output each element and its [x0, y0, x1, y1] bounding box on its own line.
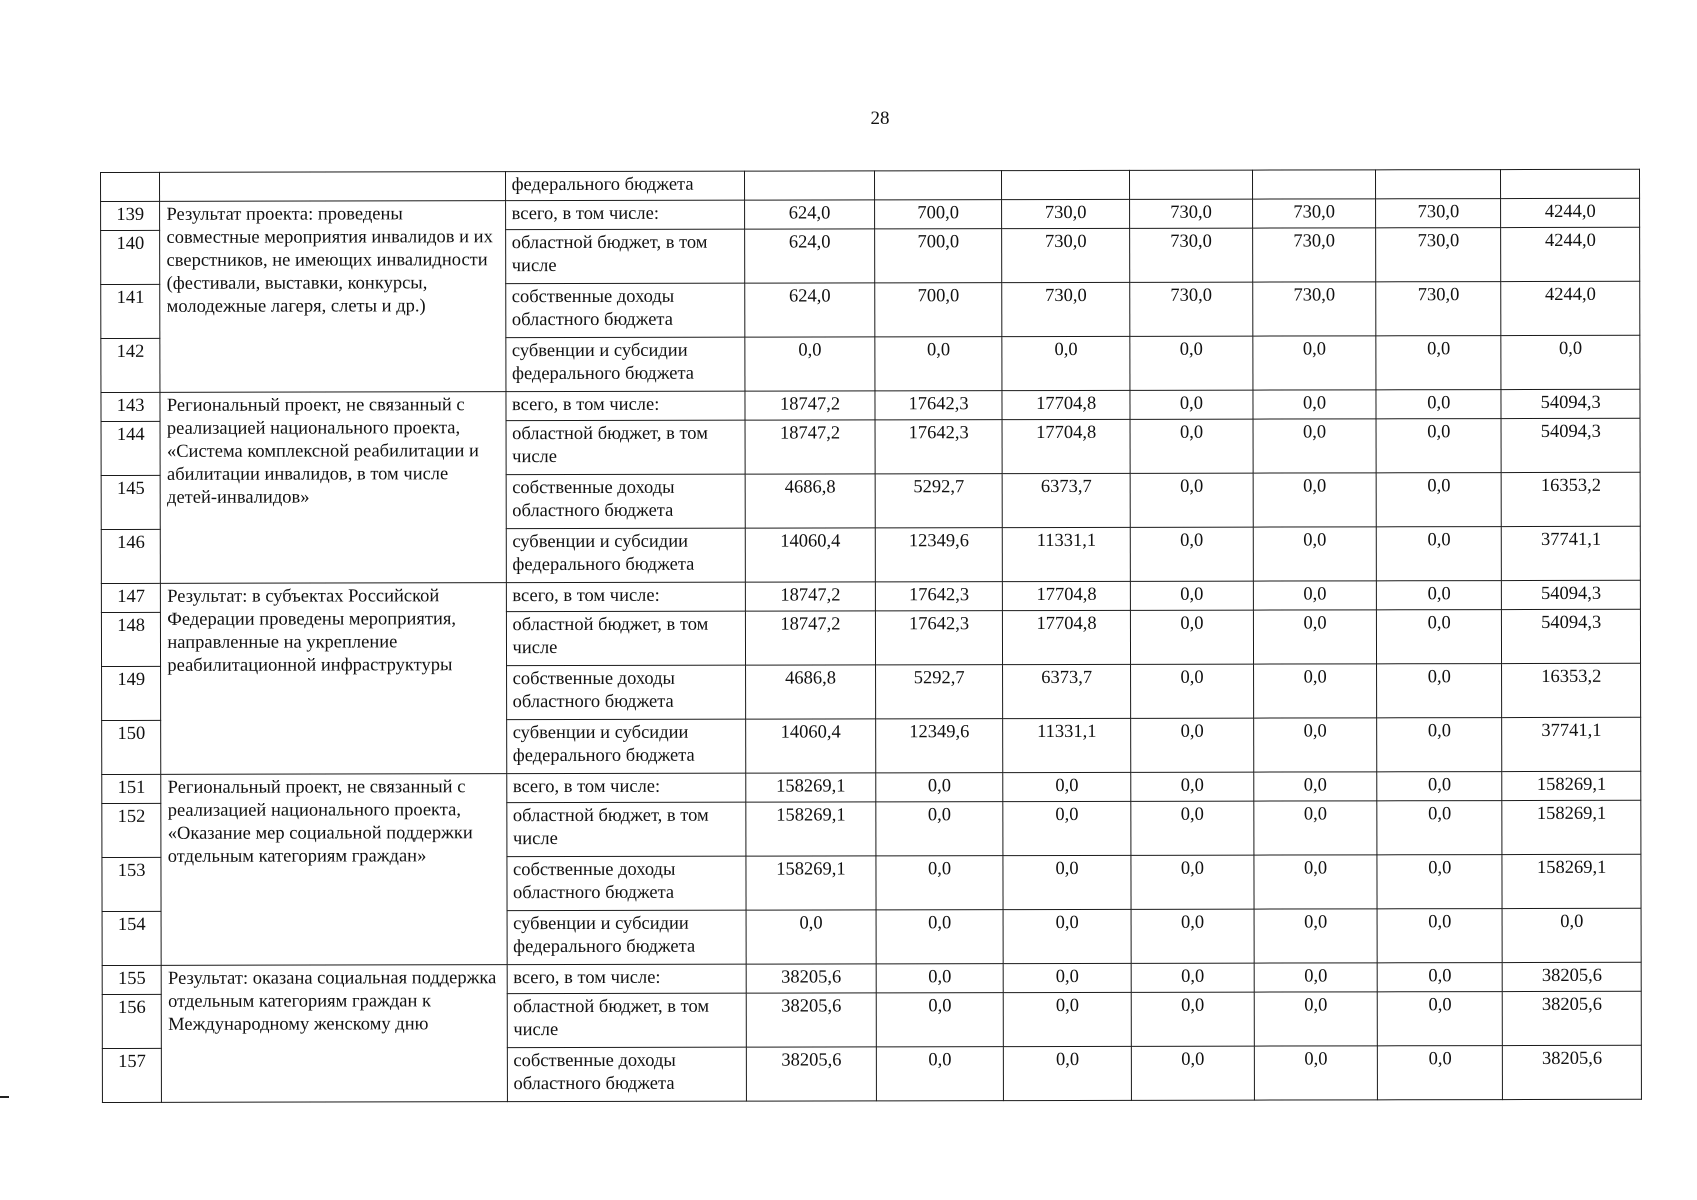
value-cell: 0,0: [1253, 473, 1376, 527]
row-number-cell: 156: [102, 994, 161, 1048]
value-cell: 0,0: [1130, 473, 1253, 527]
category-cell: всего, в том числе:: [505, 200, 745, 230]
value-cell: 6373,7: [1003, 473, 1131, 527]
row-number-cell: 145: [101, 475, 160, 529]
value-cell: 0,0: [1130, 390, 1253, 419]
value-cell: 0,0: [1377, 992, 1502, 1046]
value-cell: 0,0: [1253, 419, 1376, 473]
value-cell: 0,0: [1130, 419, 1253, 473]
category-cell: областной бюджет, в том числе: [506, 420, 746, 475]
value-cell: 0,0: [1376, 527, 1501, 581]
value-cell: 0,0: [1003, 855, 1131, 909]
row-number-cell: 147: [101, 583, 160, 612]
value-cell: 0,0: [1377, 963, 1502, 992]
category-cell: всего, в том числе:: [506, 582, 746, 612]
value-cell: 17642,3: [875, 420, 1003, 474]
value-cell: 158269,1: [746, 773, 876, 802]
category-cell: областной бюджет, в том числе: [507, 993, 747, 1048]
value-cell: 12349,6: [876, 719, 1004, 773]
row-number-cell: 150: [102, 720, 161, 774]
value-cell: 0,0: [1376, 336, 1501, 390]
category-cell: областной бюджет, в том числе: [505, 229, 745, 284]
value-cell: 0,0: [1131, 992, 1254, 1046]
value-cell: 37741,1: [1502, 526, 1641, 580]
value-cell: 158269,1: [1502, 800, 1641, 854]
value-cell: 0,0: [1002, 336, 1130, 390]
value-cell: 624,0: [745, 283, 875, 337]
value-cell: 18747,2: [745, 391, 875, 420]
value-cell: [1253, 170, 1376, 199]
description-cell: Региональный проект, не связанный с реализацией национального проекта, «Система комплексной реабилитации и абилитации инвалидов, в том числе детей-инвалидов»: [160, 392, 506, 584]
value-cell: 0,0: [1377, 718, 1502, 772]
category-cell: собственные доходы областного бюджета: [506, 856, 746, 911]
value-cell: 0,0: [1130, 581, 1253, 610]
value-cell: 18747,2: [745, 420, 875, 474]
value-cell: 4244,0: [1501, 227, 1640, 281]
value-cell: 0,0: [1004, 992, 1132, 1046]
value-cell: 0,0: [1254, 718, 1377, 772]
value-cell: 0,0: [1131, 1046, 1254, 1100]
value-cell: [1129, 170, 1252, 199]
row-number-cell: 140: [101, 230, 160, 284]
value-cell: 12349,6: [875, 528, 1003, 582]
value-cell: 0,0: [1003, 909, 1131, 963]
value-cell: 17704,8: [1002, 419, 1130, 473]
value-cell: 0,0: [1253, 336, 1376, 390]
row-number-cell: 143: [101, 392, 160, 421]
value-cell: 38205,6: [1503, 1045, 1642, 1099]
value-cell: 18747,2: [746, 582, 876, 611]
row-number-cell: 151: [102, 774, 161, 803]
value-cell: 14060,4: [746, 719, 876, 773]
category-cell: субвенции и субсидии федерального бюджета: [505, 337, 745, 392]
value-cell: 16353,2: [1502, 472, 1641, 526]
category-cell: областной бюджет, в том числе: [506, 802, 746, 857]
row-number-cell: 139: [101, 201, 160, 230]
value-cell: 0,0: [1254, 992, 1377, 1046]
value-cell: [1002, 170, 1130, 199]
value-cell: 0,0: [1254, 855, 1377, 909]
row-number-cell: 144: [101, 421, 160, 475]
category-cell: субвенции и субсидии федерального бюджета: [506, 719, 746, 774]
value-cell: 730,0: [1253, 199, 1376, 228]
value-cell: 700,0: [874, 229, 1002, 283]
row-number-cell: 157: [102, 1048, 161, 1102]
value-cell: 5292,7: [875, 665, 1003, 719]
value-cell: 0,0: [1254, 963, 1377, 992]
value-cell: 38205,6: [1503, 962, 1642, 991]
value-cell: 0,0: [1254, 772, 1377, 801]
value-cell: 16353,2: [1502, 663, 1641, 717]
category-cell: областной бюджет, в том числе: [506, 611, 746, 666]
value-cell: 158269,1: [1502, 854, 1641, 908]
scan-edge-mark: [0, 1096, 9, 1098]
value-cell: [874, 171, 1002, 200]
value-cell: 0,0: [1254, 801, 1377, 855]
value-cell: 158269,1: [1502, 771, 1641, 800]
value-cell: 5292,7: [875, 474, 1003, 528]
row-number-cell: 141: [101, 284, 160, 338]
value-cell: 730,0: [1130, 282, 1253, 336]
value-cell: 730,0: [1253, 228, 1376, 282]
table-row: [102, 771, 1641, 803]
row-number-cell: 146: [101, 529, 160, 583]
description-cell: Результат: в субъектах Российской Федерации проведены мероприятия, направленные на укрепление реабилитационной инфраструктуры: [161, 583, 507, 775]
value-cell: [1501, 169, 1640, 198]
value-cell: 0,0: [1130, 336, 1253, 390]
value-cell: 0,0: [1377, 801, 1502, 855]
value-cell: 730,0: [1130, 228, 1253, 282]
value-cell: 0,0: [745, 337, 875, 391]
value-cell: 0,0: [1004, 1046, 1132, 1100]
value-cell: 0,0: [1501, 335, 1640, 389]
row-number-cell: 154: [102, 911, 161, 965]
category-cell: собственные доходы областного бюджета: [505, 283, 745, 338]
budget-table-body: [101, 169, 1642, 1102]
value-cell: 38205,6: [746, 964, 876, 993]
value-cell: 0,0: [1376, 419, 1501, 473]
category-cell: всего, в том числе:: [507, 964, 747, 994]
value-cell: 0,0: [875, 337, 1003, 391]
table-row: [101, 580, 1640, 612]
value-cell: [745, 171, 875, 200]
value-cell: 54094,3: [1501, 418, 1640, 472]
value-cell: 38205,6: [747, 1047, 877, 1101]
value-cell: 14060,4: [745, 528, 875, 582]
table-row: [101, 389, 1640, 421]
value-cell: 0,0: [1502, 908, 1641, 962]
value-cell: 18747,2: [746, 611, 876, 665]
value-cell: 17642,3: [875, 582, 1003, 611]
value-cell: 0,0: [876, 802, 1004, 856]
value-cell: 730,0: [1376, 282, 1501, 336]
table-row: [102, 962, 1641, 994]
value-cell: 4686,8: [745, 474, 875, 528]
row-number-cell: 152: [102, 803, 161, 857]
value-cell: 730,0: [1129, 199, 1252, 228]
row-number-cell: 142: [101, 338, 160, 392]
value-cell: 0,0: [1254, 1046, 1377, 1100]
value-cell: 0,0: [1377, 664, 1502, 718]
value-cell: 0,0: [876, 856, 1004, 910]
value-cell: 17704,8: [1002, 390, 1130, 419]
value-cell: 0,0: [1130, 664, 1253, 718]
value-cell: 0,0: [1376, 581, 1501, 610]
row-number-cell: 148: [101, 612, 160, 666]
value-cell: 0,0: [746, 910, 876, 964]
value-cell: 0,0: [1377, 909, 1502, 963]
value-cell: 0,0: [1003, 772, 1131, 801]
value-cell: 0,0: [876, 964, 1004, 993]
value-cell: 38205,6: [1503, 991, 1642, 1045]
value-cell: 0,0: [1254, 664, 1377, 718]
table-row: [101, 198, 1640, 230]
value-cell: 0,0: [1254, 909, 1377, 963]
value-cell: [1376, 170, 1501, 199]
value-cell: 0,0: [876, 773, 1004, 802]
category-cell: собственные доходы областного бюджета: [507, 1047, 747, 1102]
description-cell: Региональный проект, не связанный с реализацией национального проекта, «Оказание мер социальной поддержки отдельным категориям граждан»: [161, 774, 507, 966]
value-cell: 730,0: [1002, 282, 1130, 336]
value-cell: 6373,7: [1003, 664, 1131, 718]
category-cell: собственные доходы областного бюджета: [506, 474, 746, 529]
category-cell: субвенции и субсидии федерального бюджета: [507, 910, 747, 965]
value-cell: 0,0: [1131, 963, 1254, 992]
value-cell: 0,0: [876, 993, 1004, 1047]
value-cell: 0,0: [1253, 527, 1376, 581]
value-cell: 0,0: [1253, 390, 1376, 419]
value-cell: 0,0: [1376, 390, 1501, 419]
value-cell: 17642,3: [875, 611, 1003, 665]
value-cell: 0,0: [1377, 1046, 1502, 1100]
value-cell: 158269,1: [746, 856, 876, 910]
value-cell: 730,0: [1002, 228, 1130, 282]
value-cell: 0,0: [1377, 855, 1502, 909]
value-cell: 0,0: [1377, 610, 1502, 664]
value-cell: 4244,0: [1501, 198, 1640, 227]
value-cell: 0,0: [1131, 718, 1254, 772]
value-cell: 730,0: [1376, 199, 1501, 228]
value-cell: 158269,1: [746, 802, 876, 856]
value-cell: 700,0: [875, 283, 1003, 337]
value-cell: 4686,8: [746, 665, 876, 719]
value-cell: 0,0: [1131, 855, 1254, 909]
value-cell: 730,0: [1253, 282, 1376, 336]
value-cell: 624,0: [745, 200, 875, 229]
value-cell: 0,0: [1130, 610, 1253, 664]
row-number-cell: 149: [102, 666, 161, 720]
description-cell: Результат проекта: проведены совместные мероприятия инвалидов и их сверстников, не имеющих инвалидности (фестивали, выставки, конкурсы, молодежные лагеря, слеты и др.): [160, 201, 506, 393]
row-number-cell: 155: [102, 965, 161, 994]
value-cell: 17704,8: [1003, 581, 1131, 610]
value-cell: 0,0: [1131, 772, 1254, 801]
value-cell: 0,0: [1003, 801, 1131, 855]
description-cell: [160, 172, 505, 202]
category-cell: собственные доходы областного бюджета: [506, 665, 746, 720]
value-cell: 17704,8: [1003, 610, 1131, 664]
value-cell: 11331,1: [1003, 718, 1131, 772]
table-row-continuation: [101, 169, 1640, 201]
value-cell: 0,0: [1130, 527, 1253, 581]
value-cell: 0,0: [1376, 473, 1501, 527]
value-cell: 0,0: [876, 1047, 1004, 1101]
value-cell: 0,0: [876, 910, 1004, 964]
value-cell: 54094,3: [1502, 580, 1641, 609]
value-cell: 54094,3: [1501, 389, 1640, 418]
value-cell: 0,0: [1377, 772, 1502, 801]
category-cell: федерального бюджета: [505, 171, 745, 201]
description-cell: Результат: оказана социальная поддержка отдельным категориям граждан к Международному женскому дню: [162, 965, 507, 1103]
value-cell: 17642,3: [875, 391, 1003, 420]
row-number-cell: 153: [102, 857, 161, 911]
value-cell: 700,0: [874, 200, 1002, 229]
value-cell: 730,0: [1002, 199, 1130, 228]
value-cell: 730,0: [1376, 228, 1501, 282]
page-number: 28: [870, 108, 890, 129]
value-cell: 37741,1: [1502, 717, 1641, 771]
value-cell: 38205,6: [746, 993, 876, 1047]
value-cell: 0,0: [1131, 909, 1254, 963]
value-cell: 0,0: [1253, 581, 1376, 610]
value-cell: 624,0: [745, 229, 875, 283]
budget-table: [100, 169, 1642, 1103]
value-cell: 0,0: [1253, 610, 1376, 664]
value-cell: 4244,0: [1501, 281, 1640, 335]
row-number-cell: [101, 172, 160, 201]
category-cell: всего, в том числе:: [506, 773, 746, 803]
category-cell: субвенции и субсидии федерального бюджета: [506, 528, 746, 583]
value-cell: 11331,1: [1003, 527, 1131, 581]
value-cell: 54094,3: [1502, 609, 1641, 663]
category-cell: всего, в том числе:: [505, 391, 745, 421]
value-cell: 0,0: [1004, 963, 1132, 992]
value-cell: 0,0: [1131, 801, 1254, 855]
